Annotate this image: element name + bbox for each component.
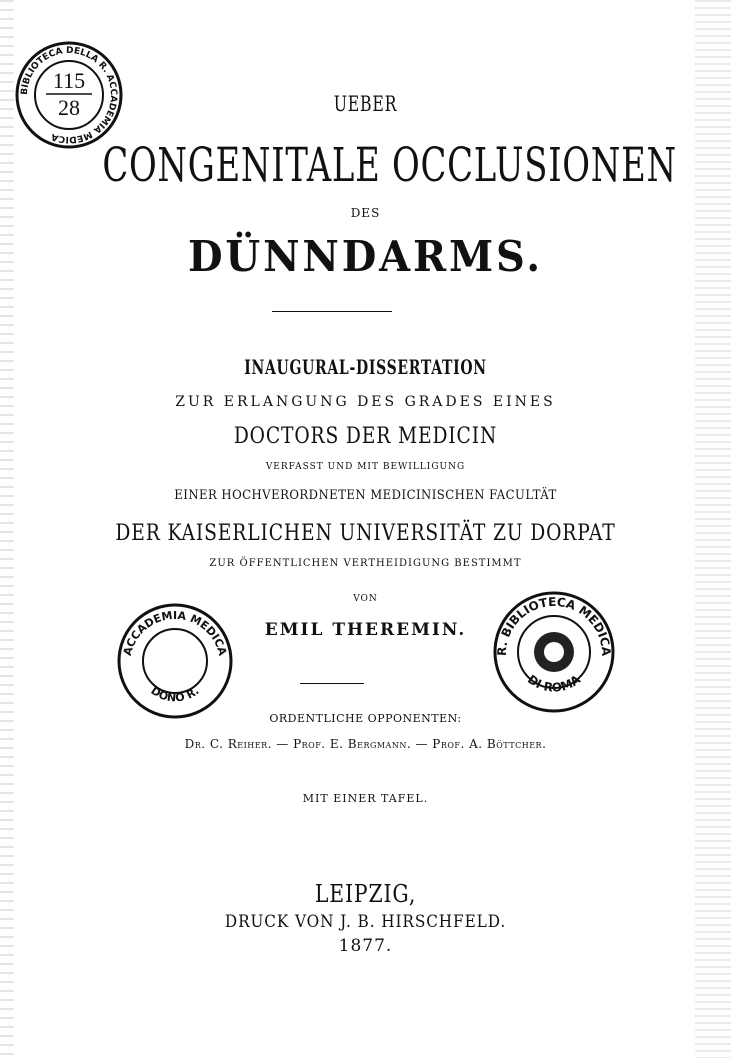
divider-rule	[272, 311, 392, 312]
defense-line: ZUR ÖFFENTLICHEN VERTHEIDIGUNG BESTIMMT	[209, 558, 522, 569]
stamp-ring-text: BIBLIOTECA DELLA R. ACCADEMIA MEDICA	[19, 45, 119, 145]
author-name: EMIL THEREMIN.	[264, 620, 467, 640]
opponents-list: Dr. C. Reiher. — Prof. E. Bergmann. — Prof. A. Böttcher.	[184, 737, 547, 751]
title-subject: DÜNNDARMS.	[187, 232, 544, 281]
accademia-medica-stamp	[116, 602, 234, 720]
doctors-der-medicin: DOCTORS DER MEDICIN	[233, 424, 498, 449]
verfasst-line: VERFASST UND MIT BEWILLIGUNG	[265, 462, 466, 472]
shelf-mark-bottom: 28	[58, 95, 80, 120]
opponents-heading: ORDENTLICHE OPPONENTEN:	[269, 712, 462, 725]
publisher-city: LEIPZIG,	[314, 880, 417, 908]
stamp-ring-text: ACCADEMIA MEDICA	[120, 608, 230, 658]
stamp-bottom-text: DI ROMA	[524, 672, 584, 695]
publication-year: 1877.	[338, 936, 393, 956]
scan-edge-right	[695, 0, 731, 1058]
zur-erlangung: ZUR ERLANGUNG DES GRADES EINES	[175, 394, 556, 410]
short-rule	[300, 683, 364, 684]
university-line: DER KAISERLICHEN UNIVERSITÄT ZU DORPAT	[115, 521, 616, 546]
scan-edge-left	[0, 0, 14, 1058]
faculty-line: EINER HOCHVERORDNETEN MEDICINISCHEN FACULTÄT	[174, 488, 557, 503]
stamp-ring-text: R. BIBLIOTECA MEDICA	[494, 594, 614, 657]
shelf-mark-top: 115	[52, 68, 86, 93]
title-ueber: UEBER	[333, 92, 398, 116]
plate-note: MIT EINER TAFEL.	[302, 792, 429, 805]
stamp-bottom-text: DONO R.	[148, 684, 202, 705]
dissertation-label: INAUGURAL-DISSERTATION	[244, 355, 487, 379]
printer-line: DRUCK VON J. B. HIRSCHFELD.	[224, 912, 507, 932]
biblioteca-medica-stamp	[492, 590, 616, 714]
main-title: CONGENITALE OCCLUSIONEN	[102, 138, 677, 193]
von-line: VON	[353, 594, 378, 604]
title-des: DES	[350, 206, 381, 220]
